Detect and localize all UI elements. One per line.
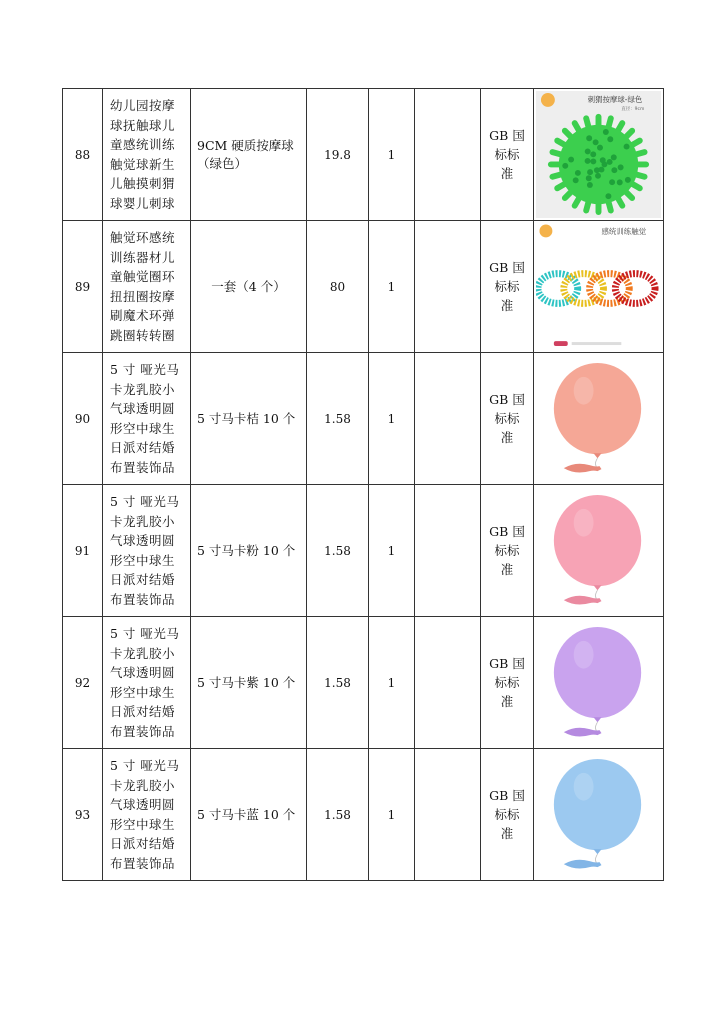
blank-cell bbox=[415, 749, 481, 881]
product-image-cell bbox=[534, 617, 664, 749]
row-number-cell: 89 bbox=[63, 221, 103, 353]
table-row bbox=[63, 485, 664, 617]
green-massage-ball-icon bbox=[559, 125, 638, 204]
quantity-cell: 1 bbox=[369, 485, 415, 617]
standard-cell: GB 国标标准 bbox=[481, 353, 534, 485]
product-image bbox=[536, 751, 661, 878]
table-row bbox=[63, 353, 664, 485]
row-number-cell: 88 bbox=[63, 89, 103, 221]
quantity-cell: 1 bbox=[369, 221, 415, 353]
product-image-cell bbox=[534, 485, 664, 617]
product-image bbox=[536, 619, 661, 746]
product-image bbox=[536, 355, 661, 482]
image-banner-text: 刺猬按摩球-绿色 bbox=[587, 94, 643, 104]
standard-cell: GB 国标标准 bbox=[481, 89, 534, 221]
product-image bbox=[536, 487, 661, 614]
product-spec-cell: 5 寸马卡紫 10 个 bbox=[191, 617, 307, 749]
product-spec-cell: 5 寸马卡桔 10 个 bbox=[191, 353, 307, 485]
product-table bbox=[62, 88, 664, 881]
blank-cell bbox=[415, 617, 481, 749]
product-image-cell bbox=[534, 353, 664, 485]
quantity-cell: 1 bbox=[369, 749, 415, 881]
row-number-cell: 90 bbox=[63, 353, 103, 485]
row-number-cell: 92 bbox=[63, 617, 103, 749]
row-number-cell: 93 bbox=[63, 749, 103, 881]
standard-cell: GB 国标标准 bbox=[481, 485, 534, 617]
unit-price-cell: 80 bbox=[307, 221, 369, 353]
standard-cell: GB 国标标准 bbox=[481, 221, 534, 353]
blank-cell bbox=[415, 485, 481, 617]
product-spec-cell: 5 寸马卡粉 10 个 bbox=[191, 485, 307, 617]
brand-logo-icon bbox=[539, 224, 552, 237]
product-name-cell: 5 寸 哑光马卡龙乳胶小气球透明圆形空中球生日派对结婚布置装饰品 bbox=[103, 617, 191, 749]
standard-cell: GB 国标标准 bbox=[481, 617, 534, 749]
product-image-cell bbox=[534, 89, 664, 221]
quantity-cell: 1 bbox=[369, 617, 415, 749]
table-row bbox=[63, 617, 664, 749]
unit-price-cell: 1.58 bbox=[307, 617, 369, 749]
product-name-cell: 5 寸 哑光马卡龙乳胶小气球透明圆形空中球生日派对结婚布置装饰品 bbox=[103, 749, 191, 881]
unit-price-cell: 1.58 bbox=[307, 485, 369, 617]
product-name-cell: 5 寸 哑光马卡龙乳胶小气球透明圆形空中球生日派对结婚布置装饰品 bbox=[103, 353, 191, 485]
product-name-cell: 幼儿园按摩球抚触球儿童感统训练触觉球新生儿触摸刺猬球婴儿刺球 bbox=[103, 89, 191, 221]
blank-cell bbox=[415, 353, 481, 485]
product-image bbox=[536, 91, 661, 218]
product-image-cell bbox=[534, 749, 664, 881]
table-row bbox=[63, 89, 664, 221]
standard-cell: GB 国标标准 bbox=[481, 749, 534, 881]
unit-price-cell: 1.58 bbox=[307, 353, 369, 485]
blank-cell bbox=[415, 221, 481, 353]
quantity-cell: 1 bbox=[369, 89, 415, 221]
product-spec-cell: 一套（4 个） bbox=[191, 221, 307, 353]
product-spec-cell: 5 寸马卡蓝 10 个 bbox=[191, 749, 307, 881]
product-name-cell: 触觉环感统训练器材儿童触觉圈环扭扭圈按摩刷魔术环弹跳圈转转圈 bbox=[103, 221, 191, 353]
product-spec-cell: 9CM 硬质按摩球（绿色） bbox=[191, 89, 307, 221]
brand-logo-icon bbox=[541, 93, 555, 107]
unit-price-cell: 19.8 bbox=[307, 89, 369, 221]
table-row bbox=[63, 749, 664, 881]
blank-cell bbox=[415, 89, 481, 221]
unit-price-cell: 1.58 bbox=[307, 749, 369, 881]
row-number-cell: 91 bbox=[63, 485, 103, 617]
image-banner-text: 感统训练触觉 bbox=[601, 226, 647, 236]
product-name-cell: 5 寸 哑光马卡龙乳胶小气球透明圆形空中球生日派对结婚布置装饰品 bbox=[103, 485, 191, 617]
quantity-cell: 1 bbox=[369, 353, 415, 485]
product-image bbox=[536, 223, 661, 350]
table-row bbox=[63, 221, 664, 353]
image-sub-text: 直径：9cm bbox=[621, 106, 645, 112]
product-image-cell bbox=[534, 221, 664, 353]
